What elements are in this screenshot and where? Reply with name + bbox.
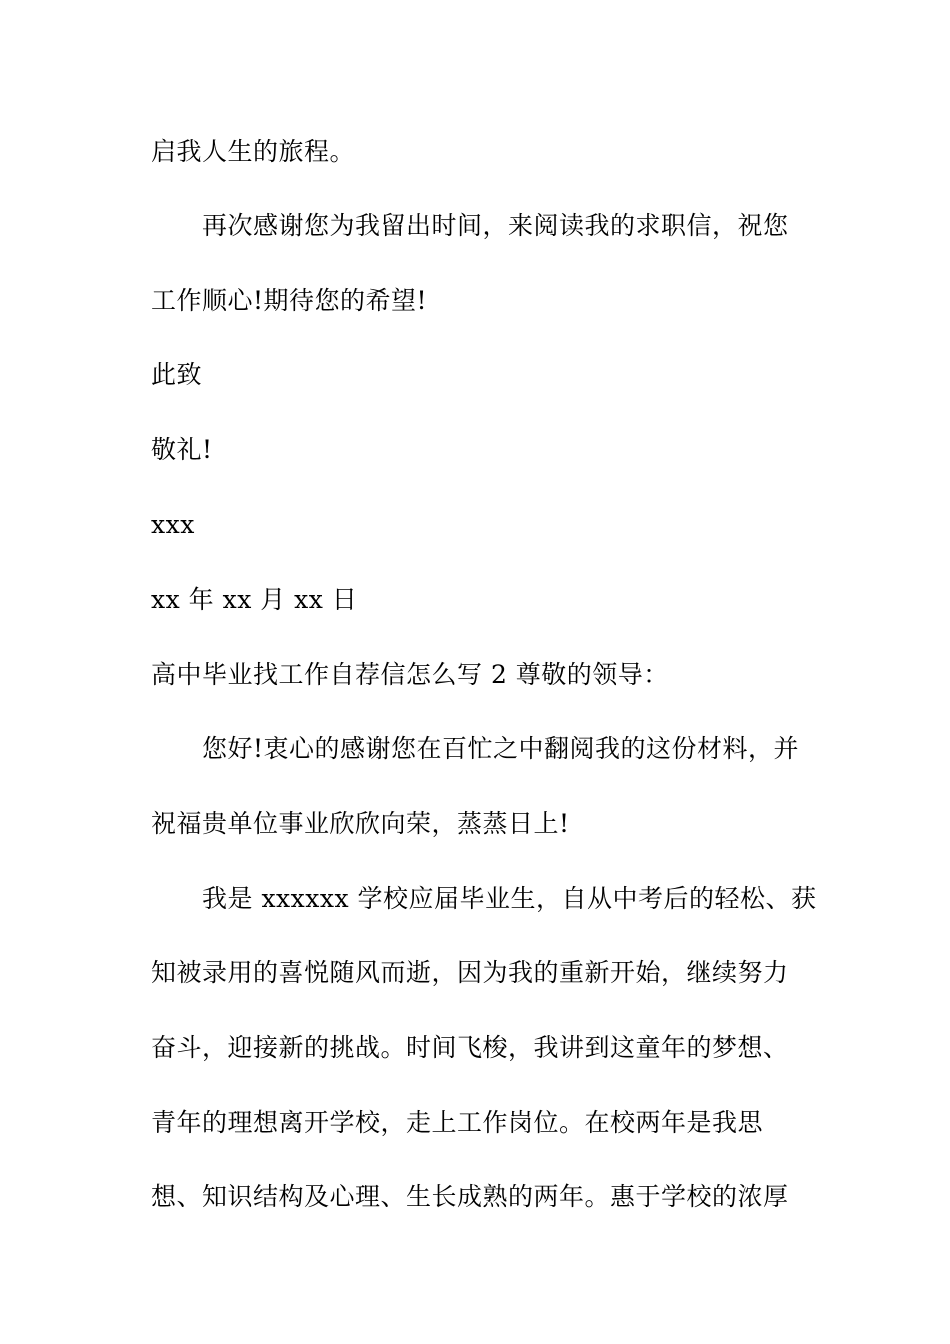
section-heading: 高中毕业找工作自荐信怎么写 2 尊敬的领导： xyxy=(151,660,669,689)
closing-salutation: 此致 xyxy=(151,360,203,389)
closing-regards: 敬礼! xyxy=(151,435,213,464)
text-line-1: 启我人生的旅程。 xyxy=(151,137,356,166)
text-line-15: 想、知识结构及心理、生长成熟的两年。惠于学校的浓厚 xyxy=(151,1182,789,1211)
text-line-9: 您好!衷心的感谢您在百忙之中翻阅我的这份材料，并 xyxy=(202,734,800,763)
text-line-13: 奋斗，迎接新的挑战。时间飞梭，我讲到这童年的梦想、 xyxy=(151,1033,789,1062)
text-line-10: 祝福贵单位事业欣欣向荣，蒸蒸日上! xyxy=(151,809,570,838)
text-line-12: 知被录用的喜悦随风而逝，因为我的重新开始，继续努力 xyxy=(151,958,789,987)
text-line-11: 我是 xxxxxx 学校应届毕业生，自从中考后的轻松、获 xyxy=(202,884,817,913)
text-line-2: 再次感谢您为我留出时间，来阅读我的求职信，祝您 xyxy=(202,211,789,240)
signature-name: xxx xyxy=(151,510,195,539)
signature-date: xx 年 xx 月 xx 日 xyxy=(151,585,358,614)
text-line-14: 青年的理想离开学校，走上工作岗位。在校两年是我思 xyxy=(151,1108,764,1137)
text-line-3: 工作顺心!期待您的希望! xyxy=(151,286,428,315)
